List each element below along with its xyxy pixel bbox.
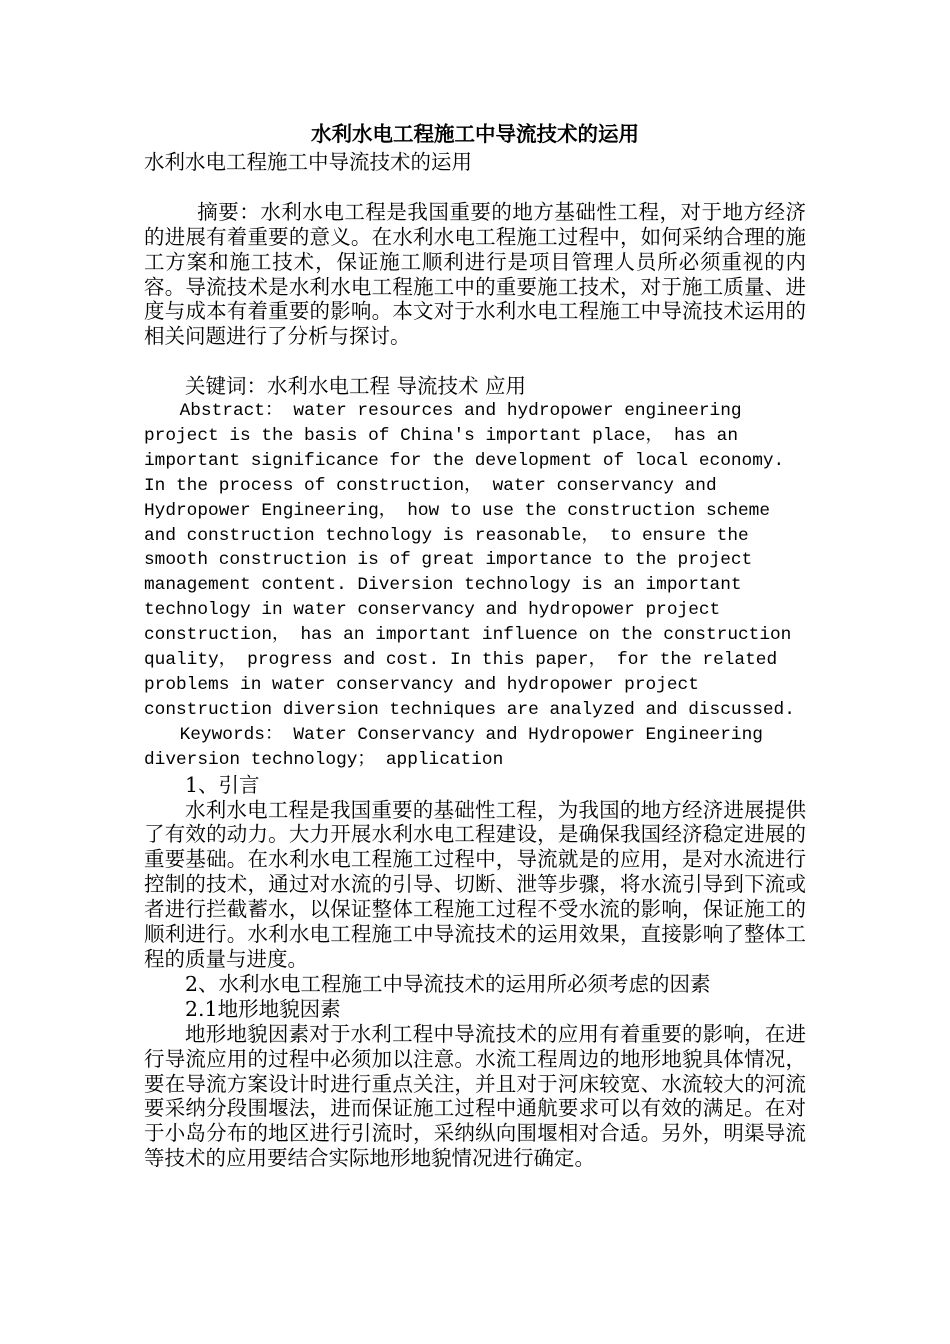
chinese-keywords: 关键词：水利水电工程 导流技术 应用 (185, 374, 527, 399)
section-2-1-body: 地形地貌因素对于水利工程中导流技术的应用有着重要的影响，在进行导流应用的过程中必须加以注意。水流工程周边的地形地貌具体情况，要在导流方案设计时进行重点关注，并且对于河床较宽、水流较大的河流要采纳分段围堰法，进而保证施工过程中通航要求可以有效的满足。在对于小岛分布的地区进行引流时，采纳纵向围堰相对合适。另外，明渠导流等技术的应用要结合实际地形地貌情况进行确定。 (144, 1021, 806, 1171)
section-1-body: 水利水电工程是我国重要的基础性工程，为我国的地方经济进展提供了有效的动力。大力开展水利水电工程建设，是确保我国经济稳定进展的重要基础。在水利水电工程施工过程中，导流就是的应用，是对水流进行控制的技术，通过对水流的引导、切断、泄等步骤，将水流引导到下流或者进行拦截蓄水，以保证整体工程施工过程不受水流的影响，保证施工的顺利进行。水利水电工程施工中导流技术的运用效果，直接影响了整体工程的质量与进度。 (144, 797, 806, 971)
document-page (144, 118, 806, 1171)
document-subtitle: 水利水电工程施工中导流技术的运用 (144, 150, 472, 174)
section-2-1-heading: 2.1地形地貌因素 (185, 996, 341, 1021)
section-1-heading: 1、引言 (185, 772, 260, 797)
blank-line (144, 175, 806, 200)
section-2-heading: 2、水利水电工程施工中导流技术的运用所必须考虑的因素 (185, 971, 711, 996)
english-abstract: Abstract： water resources and hydropower engineering project is the basis of China's important place， has an important significance for the development of local economy. In the process of construction， water conservancy and Hydropower Engineering， how to use the construction scheme and construction technology is reasonable， to ensure the smooth construction is of great importance to the project management content. Diversion technology is an important technology in water conservancy and hydropower project construction， has an important influence on the construction quality， progress and cost. In this paper， for the related problems in water conservancy and hydropower project construction diversion techniques are analyzed and discussed. (144, 401, 795, 720)
document-title: 水利水电工程施工中导流技术的运用 (311, 122, 639, 146)
blank-line (144, 349, 806, 374)
english-keywords: Keywords： Water Conservancy and Hydropower Engineering diversion technology； application (144, 724, 763, 770)
chinese-abstract: 摘要：水利水电工程是我国重要的地方基础性工程，对于地方经济的进展有着重要的意义。在水利水电工程施工过程中，如何采纳合理的施工方案和施工技术，保证施工顺利进行是项目管理人员所必须重视的内容。导流技术是水利水电工程施工中的重要施工技术，对于施工质量、进度与成本有着重要的影响。本文对于水利水电工程施工中导流技术运用的相关问题进行了分析与探讨。 (144, 199, 806, 349)
